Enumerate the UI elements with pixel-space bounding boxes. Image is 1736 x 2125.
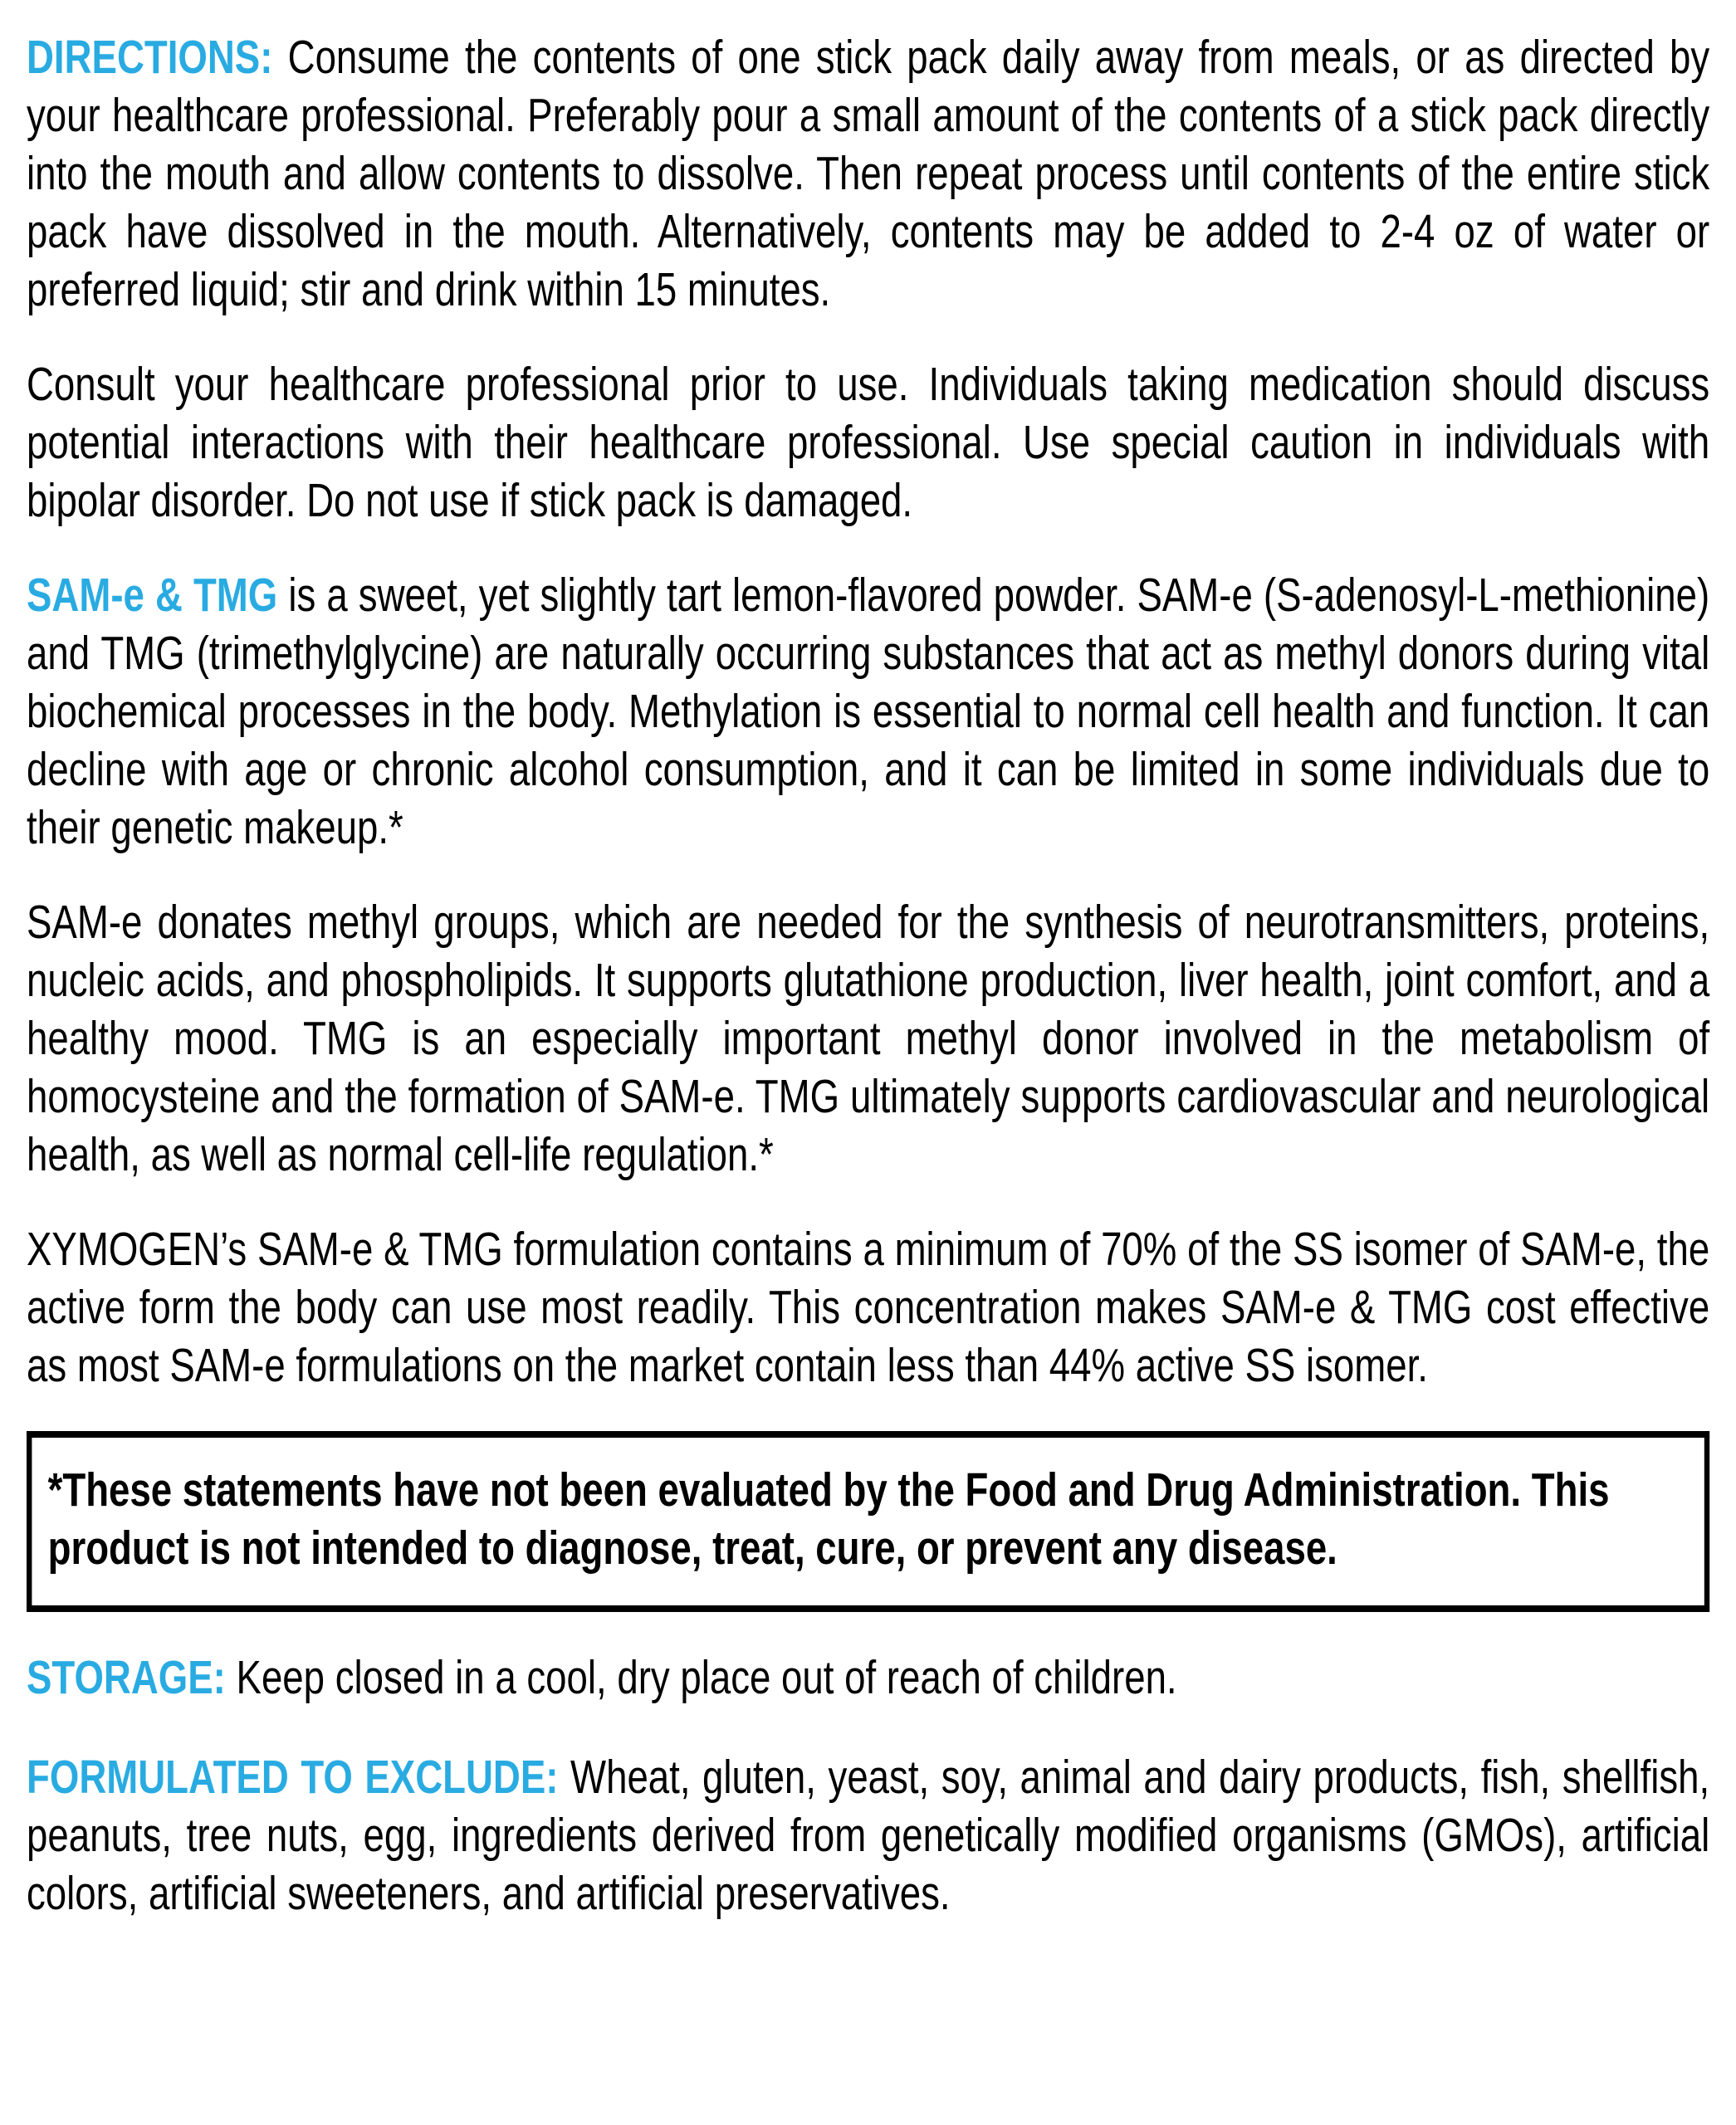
product-description-paragraph	[27, 566, 1709, 857]
fda-disclaimer-text: *These statements have not been evaluated by the Food and Drug Administration. This product is not intended to diagnose, treat, cure, or prevent any disease.	[47, 1463, 1610, 1575]
product-name-heading: SAM-e & TMG	[27, 569, 278, 622]
directions-paragraph	[27, 28, 1709, 319]
consult-paragraph	[27, 355, 1709, 530]
sam-e-benefits-paragraph	[27, 893, 1709, 1184]
directions-text: Consume the contents of one stick pack daily away from meals, or as directed by your healthcare professional. Preferably pour a small amount of the contents of a stick pack directly into the mouth and allow contents to dissolve. Then repeat process until contents of the entire stick pack have dissolved in the mouth. Alternatively, contents may be added to 2-4 oz of water or preferred liquid; stir and drink within 15 minutes.	[27, 31, 1710, 316]
formulated-to-exclude-heading: FORMULATED TO EXCLUDE:	[27, 1751, 559, 1804]
formulated-to-exclude-paragraph	[27, 1748, 1709, 1922]
directions-heading: DIRECTIONS:	[27, 31, 273, 84]
formulated-to-exclude-text: Wheat, gluten, yeast, soy, animal and dairy products, fish, shellfish, peanuts, tree nuts, egg, ingredients derived from genetically modified organisms (GMOs), artificial colors, artificial sweeteners, and artificial preservatives.	[27, 1751, 1710, 1920]
sam-e-benefits-text: SAM-e donates methyl groups, which are needed for the synthesis of neurotransmitters, proteins, nucleic acids, and phospholipids. It supports glutathione production, liver health, joint comfort, and a healthy mood. TMG is an especially important methyl donor involved in the metabolism of homocysteine and the formation of SAM-e. TMG ultimately supports cardiovascular and neurological health, as well as normal cell-life regulation.*	[27, 896, 1710, 1181]
fda-disclaimer-box	[27, 1431, 1709, 1612]
storage-paragraph	[27, 1649, 1709, 1707]
consult-text: Consult your healthcare professional prior to use. Individuals taking medication should discuss potential interactions with their healthcare professional. Use special caution in individuals with bipolar disorder. Do not use if stick pack is damaged.	[27, 358, 1710, 527]
product-description-text: is a sweet, yet slightly tart lemon-flavored powder. SAM-e (S-adenosyl-L-methionine) and TMG (trimethylglycine) are naturally occurring substances that act as methyl donors during vital biochemical processes in the body. Methylation is essential to normal cell health and function. It can decline with age or chronic alcohol consumption, and it can be limited in some individuals due to their genetic makeup.*	[27, 569, 1710, 854]
storage-text: Keep closed in a cool, dry place out of reach of children.	[236, 1651, 1177, 1704]
storage-heading: STORAGE:	[27, 1651, 226, 1704]
xymogen-formulation-paragraph	[27, 1220, 1709, 1395]
xymogen-formulation-text: XYMOGEN’s SAM-e & TMG formulation contains a minimum of 70% of the SS isomer of SAM-e, the active form the body can use most readily. This concentration makes SAM-e & TMG cost effective as most SAM-e formulations on the market contain less than 44% active SS isomer.	[27, 1223, 1710, 1392]
